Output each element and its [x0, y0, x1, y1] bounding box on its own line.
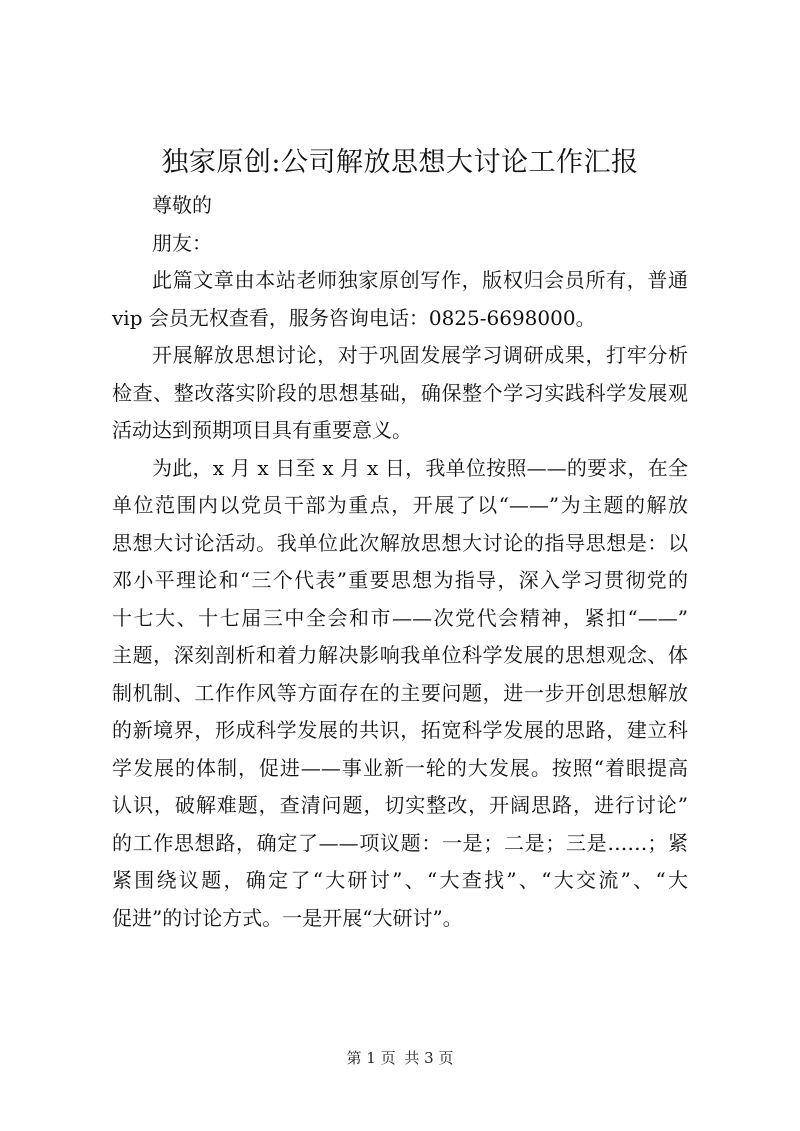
document-title: 独家原创:公司解放思想大讨论工作汇报	[161, 147, 639, 178]
paragraph-salutation-1	[112, 187, 688, 225]
text-line: 的工作思想路，确定了——项议题：一是；二是；三是……；紧	[112, 830, 688, 855]
paragraph-intro	[112, 337, 688, 450]
page-footer	[0, 1048, 800, 1068]
paragraph-main	[112, 450, 688, 938]
text-line: 主题，深刻剖析和着力解决影响我单位科学发展的思想观念、体	[112, 643, 688, 667]
paragraph-salutation-2	[112, 225, 688, 263]
page-number: 第 1 页	[346, 1049, 396, 1067]
text-line: 此篇文章由本站老师独家原创写作，版权归会员所有，普通	[152, 268, 688, 292]
text-line: 朋友：	[152, 230, 212, 255]
text-line: vip 会员无权查看，服务咨询电话：0825-6698000。	[112, 305, 596, 330]
text-line: 开展解放思想讨论，对于巩固发展学习调研成果，打牢分析	[152, 343, 688, 367]
text-line: 思想大讨论活动。我单位此次解放思想大讨论的指导思想是：以	[112, 530, 688, 555]
document-body	[112, 187, 688, 937]
text-line: 的新境界，形成科学发展的共识，拓宽科学发展的思路，建立科	[112, 718, 688, 742]
text-line: 邓小平理论和“三个代表”重要思想为指导，深入学习贯彻党的	[112, 568, 688, 592]
text-line: 活动达到预期项目具有重要意义。	[112, 418, 412, 442]
text-line: 学发展的体制，促进——事业新一轮的大发展。按照“着眼提高	[112, 755, 688, 780]
text-line: 十七大、十七届三中全会和市——次党代会精神，紧扣“——”	[112, 605, 688, 630]
text-line: 单位范围内以党员干部为重点，开展了以“——”为主题的解放	[112, 493, 688, 517]
paragraph-copyright-notice	[112, 262, 688, 337]
text-line: 检查、整改落实阶段的思想基础，确保整个学习实践科学发展观	[112, 380, 688, 405]
text-line: 尊敬的	[152, 193, 212, 217]
text-line: 紧围绕议题，确定了“大研讨”、“大查找”、“大交流”、“大	[112, 868, 688, 892]
text-line: 为此，x 月 x 日至 x 月 x 日，我单位按照——的要求，在全	[152, 455, 688, 480]
text-line: 制机制、工作作风等方面存在的主要问题，进一步开创思想解放	[112, 680, 688, 705]
text-line: 认识，破解难题，查清问题，切实整改，开阔思路，进行讨论”	[112, 793, 688, 817]
page-total: 共 3 页	[404, 1049, 454, 1067]
text-line: 促进”的讨论方式。一是开展“大研讨”。	[112, 905, 463, 930]
